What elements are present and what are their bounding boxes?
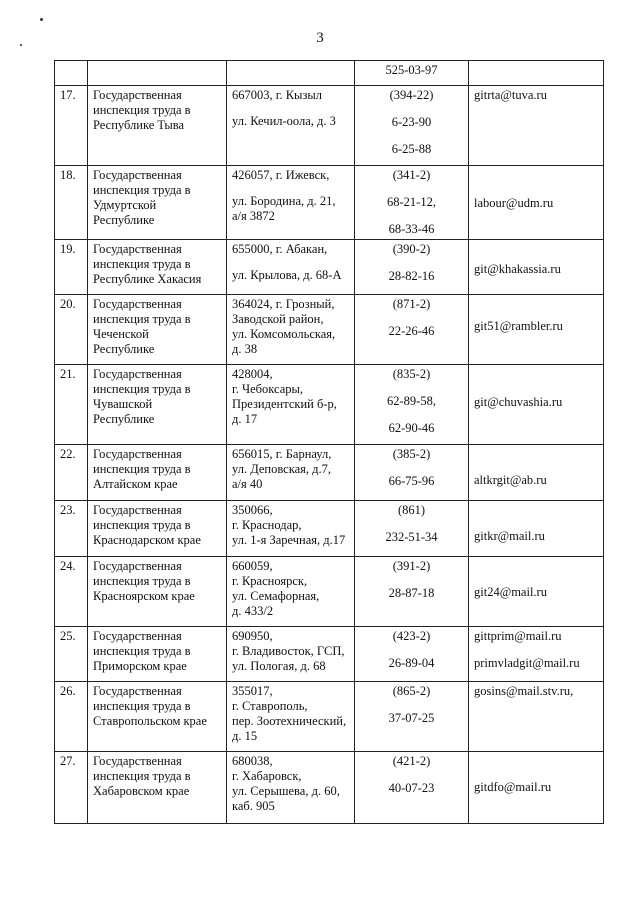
name-line: инспекция труда в <box>93 257 191 271</box>
email-line[interactable]: git@chuvashia.ru <box>474 395 563 409</box>
name-line: Государственная <box>93 168 182 182</box>
email-line[interactable]: gitrta@tuva.ru <box>474 88 547 102</box>
cell-phone <box>355 501 469 557</box>
cell-phone <box>355 365 469 445</box>
address-line: ул. Крылова, д. 68-А <box>232 268 342 282</box>
email-line[interactable]: gosins@mail.stv.ru, <box>474 684 574 698</box>
address-line: г. Владивосток, ГСП, <box>232 644 345 658</box>
cell-email <box>469 295 604 365</box>
name-line: инспекция труда в <box>93 103 191 117</box>
cell-number: 27. <box>55 752 88 824</box>
name-line: Республике <box>93 213 155 227</box>
cell-name <box>88 240 227 295</box>
address-line: ул. Серышева, д. 60, <box>232 784 340 798</box>
cell-email <box>469 166 604 240</box>
address-line: ул. Бородина, д. 21, <box>232 194 336 208</box>
name-line: Республике <box>93 412 155 426</box>
name-line: Ставропольском крае <box>93 714 207 728</box>
cell-phone <box>355 166 469 240</box>
address-line: Президентский б-р, <box>232 397 337 411</box>
continuation-row <box>55 61 604 86</box>
address-line <box>232 103 349 114</box>
phone-line: 40-07-23 <box>388 781 435 795</box>
cell-email <box>469 365 604 445</box>
email-line[interactable]: gitdfo@mail.ru <box>474 780 552 794</box>
table-row <box>55 752 604 824</box>
cell-name <box>88 86 227 166</box>
name-line: Приморском крае <box>93 659 187 673</box>
address-line: г. Ставрополь, <box>232 699 308 713</box>
cell-number: 25. <box>55 627 88 682</box>
cell-address <box>227 752 355 824</box>
address-line: 428004, <box>232 367 273 381</box>
cell-phone <box>355 557 469 627</box>
phone-line: 62-90-46 <box>388 421 435 435</box>
email-line[interactable]: git24@mail.ru <box>474 585 547 599</box>
cell-email <box>469 682 604 752</box>
email-line[interactable]: labour@udm.ru <box>474 196 554 210</box>
email-line[interactable]: altkrgit@ab.ru <box>474 473 547 487</box>
cell-address <box>227 682 355 752</box>
cell-name <box>88 445 227 501</box>
address-line: ул. 1-я Заречная, д.17 <box>232 533 346 547</box>
cell-number: 26. <box>55 682 88 752</box>
cell-address <box>227 445 355 501</box>
name-line: Государственная <box>93 503 182 517</box>
name-line: Государственная <box>93 367 182 381</box>
address-line: Заводской район, <box>232 312 324 326</box>
address-line: а/я 40 <box>232 477 263 491</box>
scan-speck <box>40 18 43 21</box>
email-line[interactable]: primvladgit@mail.ru <box>474 656 580 670</box>
address-line: пер. Зоотехнический, <box>232 714 347 728</box>
cell-email <box>469 240 604 295</box>
cell-number: 24. <box>55 557 88 627</box>
cell-name <box>88 295 227 365</box>
phone-line: 66-75-96 <box>388 474 435 488</box>
cell-number: 20. <box>55 295 88 365</box>
table-row <box>55 240 604 295</box>
cell-name <box>88 501 227 557</box>
phone-line: (423-2) <box>392 629 431 643</box>
cell-number: 18. <box>55 166 88 240</box>
name-line: Красноярском крае <box>93 589 195 603</box>
name-line: инспекция труда в <box>93 699 191 713</box>
phone-line: 22-26-46 <box>388 324 435 338</box>
address-line: г. Чебоксары, <box>232 382 304 396</box>
name-line: инспекция труда в <box>93 574 191 588</box>
cell-name <box>88 752 227 824</box>
cell-name <box>88 627 227 682</box>
name-line: Удмуртской <box>93 198 157 212</box>
name-line: инспекция труда в <box>93 462 191 476</box>
name-line: Алтайском крае <box>93 477 178 491</box>
cell-address <box>227 166 355 240</box>
address-line: ул. Комсомольская, <box>232 327 336 341</box>
cell-number: 23. <box>55 501 88 557</box>
phone-line: (390-2) <box>392 242 431 256</box>
table-row <box>55 501 604 557</box>
name-line: Краснодарском крае <box>93 533 201 547</box>
name-line: Республике Хакасия <box>93 272 202 286</box>
name-line: инспекция труда в <box>93 312 191 326</box>
phone-line: (835-2) <box>392 367 431 381</box>
cell-number: 17. <box>55 86 88 166</box>
address-line: 426057, г. Ижевск, <box>232 168 330 182</box>
cell-address <box>227 86 355 166</box>
cell-email <box>469 445 604 501</box>
phone-line: (871-2) <box>392 297 431 311</box>
inspection-registry-table <box>54 60 604 824</box>
address-line: 350066, <box>232 503 273 517</box>
cell-email <box>469 501 604 557</box>
phone-line: (391-2) <box>392 559 431 573</box>
name-line: инспекция труда в <box>93 382 191 396</box>
name-line: Государственная <box>93 629 182 643</box>
cell-name <box>88 682 227 752</box>
cell-phone <box>355 627 469 682</box>
cell-number: 19. <box>55 240 88 295</box>
name-line: инспекция труда в <box>93 644 191 658</box>
cell-email <box>469 61 604 86</box>
address-line: ул. Пологая, д. 68 <box>232 659 326 673</box>
phone-line: 68-21-12, <box>387 195 436 209</box>
cell-address <box>227 365 355 445</box>
phone-line: 37-07-25 <box>388 711 435 725</box>
name-line: Хабаровском крае <box>93 784 190 798</box>
name-line: Государственная <box>93 684 182 698</box>
phone-line: (394-22) <box>389 88 434 102</box>
name-line: Государственная <box>93 88 182 102</box>
name-line: Государственная <box>93 754 182 768</box>
address-line: 690950, <box>232 629 273 643</box>
name-line: Государственная <box>93 559 182 573</box>
cell-phone <box>355 682 469 752</box>
name-line: инспекция труда в <box>93 183 191 197</box>
name-line: Чувашской <box>93 397 153 411</box>
registry-body <box>55 61 604 824</box>
address-line: г. Хабаровск, <box>232 769 302 783</box>
address-line <box>232 257 349 268</box>
address-line: 355017, <box>232 684 273 698</box>
address-line: 364024, г. Грозный, <box>232 297 335 311</box>
address-line <box>232 183 349 194</box>
address-line: а/я 3872 <box>232 209 275 223</box>
address-line: 655000, г. Абакан, <box>232 242 328 256</box>
address-line: ул. Семафорная, <box>232 589 320 603</box>
phone-line: 6-23-90 <box>391 115 432 129</box>
cell-address <box>227 61 355 86</box>
cell-name <box>88 166 227 240</box>
table-row <box>55 166 604 240</box>
cell-phone <box>355 240 469 295</box>
name-line: Республике Тыва <box>93 118 185 132</box>
cell-name <box>88 61 227 86</box>
name-line: Государственная <box>93 242 182 256</box>
phone-line: (861) <box>397 503 426 517</box>
table-row <box>55 445 604 501</box>
table-row <box>55 682 604 752</box>
email-line[interactable]: gitkr@mail.ru <box>474 529 545 543</box>
cell-phone <box>355 295 469 365</box>
address-line: д. 433/2 <box>232 604 274 618</box>
page-number: 3 <box>316 30 324 46</box>
phone-line: 525-03-97 <box>385 63 438 77</box>
cell-email <box>469 752 604 824</box>
cell-email <box>469 557 604 627</box>
name-line: Республике <box>93 342 155 356</box>
email-line[interactable]: git51@rambler.ru <box>474 319 563 333</box>
address-line: 656015, г. Барнаул, <box>232 447 332 461</box>
table-row <box>55 295 604 365</box>
name-line: инспекция труда в <box>93 518 191 532</box>
cell-address <box>227 240 355 295</box>
phone-line: 232-51-34 <box>385 530 438 544</box>
phone-line: (421-2) <box>392 754 431 768</box>
phone-line: (341-2) <box>392 168 431 182</box>
table-row <box>55 86 604 166</box>
address-line: 660059, <box>232 559 273 573</box>
cell-number <box>55 61 88 86</box>
phone-line: (865-2) <box>392 684 431 698</box>
cell-email <box>469 86 604 166</box>
address-line: ул. Кечил-оола, д. 3 <box>232 114 336 128</box>
phone-line: 26-89-04 <box>388 656 435 670</box>
cell-address <box>227 627 355 682</box>
address-line: г. Красноярск, <box>232 574 308 588</box>
name-line: Государственная <box>93 447 182 461</box>
table-row <box>55 365 604 445</box>
cell-address <box>227 501 355 557</box>
address-line: 680038, <box>232 754 273 768</box>
address-line: ул. Деповская, д.7, <box>232 462 332 476</box>
phone-line: 6-25-88 <box>391 142 432 156</box>
cell-phone <box>355 445 469 501</box>
cell-address <box>227 295 355 365</box>
name-line: Государственная <box>93 297 182 311</box>
phone-line: 62-89-58, <box>387 394 436 408</box>
address-line: д. 15 <box>232 729 258 743</box>
cell-phone <box>355 61 469 86</box>
name-line: Чеченской <box>93 327 149 341</box>
cell-number: 22. <box>55 445 88 501</box>
name-line: инспекция труда в <box>93 769 191 783</box>
cell-phone <box>355 752 469 824</box>
cell-name <box>88 557 227 627</box>
address-line: г. Краснодар, <box>232 518 302 532</box>
cell-address <box>227 557 355 627</box>
phone-line: (385-2) <box>392 447 431 461</box>
phone-line: 68-33-46 <box>388 222 435 236</box>
email-line[interactable]: gittprim@mail.ru <box>474 629 562 643</box>
cell-name <box>88 365 227 445</box>
address-line: каб. 905 <box>232 799 275 813</box>
cell-email <box>469 627 604 682</box>
cell-number: 21. <box>55 365 88 445</box>
address-line: 667003, г. Кызыл <box>232 88 323 102</box>
table-row <box>55 557 604 627</box>
address-line: д. 17 <box>232 412 258 426</box>
table-row <box>55 627 604 682</box>
email-line[interactable]: git@khakassia.ru <box>474 262 561 276</box>
phone-line: 28-87-18 <box>388 586 435 600</box>
address-line: д. 38 <box>232 342 258 356</box>
phone-line: 28-82-16 <box>388 269 435 283</box>
cell-phone <box>355 86 469 166</box>
scan-speck <box>20 44 22 46</box>
